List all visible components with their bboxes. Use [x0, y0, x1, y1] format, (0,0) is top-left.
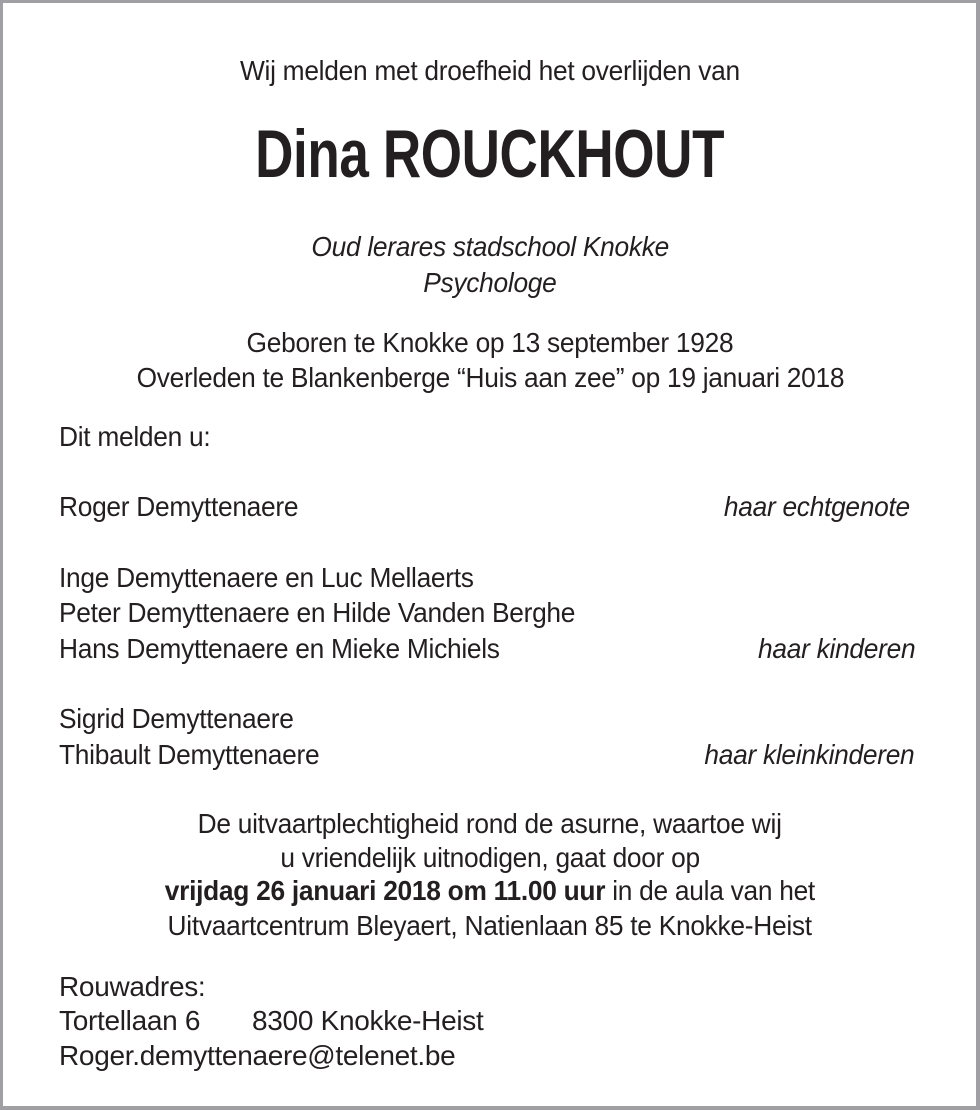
ceremony-line-4	[0, 909, 980, 943]
family-relation-children	[748, 632, 915, 666]
role-1	[0, 230, 980, 264]
ceremony-line-3	[0, 874, 980, 908]
born-line	[0, 326, 980, 360]
family-name	[59, 490, 314, 524]
family-relation-grandchildren	[691, 738, 914, 772]
address-street-text: Tortellaan 6	[59, 1005, 201, 1036]
deceased-name-text: Dina ROUCKHOUT	[255, 116, 725, 192]
family-name	[59, 702, 309, 736]
address-label	[59, 970, 205, 1004]
family-name	[59, 561, 500, 595]
ceremony-line-1-text: De uitvaartplechtigheid rond de asurne, waartoe wij	[197, 808, 783, 839]
ceremony-line-1	[0, 807, 980, 841]
announcers-label	[59, 420, 220, 454]
family-name-text: Thibault Demyttenaere	[59, 739, 320, 770]
family-relation-text: haar kleinkinderen	[703, 739, 914, 770]
address-city-text: 8300 Knokke-Heist	[252, 1005, 484, 1036]
family-relation-spouse	[712, 490, 910, 524]
address-label-text: Rouwadres:	[59, 971, 206, 1002]
address-city	[252, 1004, 483, 1038]
family-name	[59, 632, 528, 666]
address-email-text: Roger.demyttenaere@telenet.be	[59, 1040, 456, 1071]
ceremony-line-2	[0, 841, 980, 875]
announcers-label-text: Dit melden u:	[59, 421, 211, 452]
family-name-text: Peter Demyttenaere en Hilde Vanden Berghe	[59, 597, 576, 628]
deceased-name	[0, 118, 980, 190]
family-name	[59, 738, 336, 772]
ceremony-location-intro: in de aula van het	[605, 875, 816, 906]
family-relation-text: haar kinderen	[757, 633, 915, 664]
family-name-text: Inge Demyttenaere en Luc Mellaerts	[59, 562, 474, 593]
died-text: Overleden te Blankenberge “Huis aan zee” op 19 januari 2018	[136, 362, 844, 393]
died-line	[0, 361, 980, 395]
role-1-text: Oud lerares stadschool Knokke	[311, 231, 669, 262]
ceremony-line-4-text: Uitvaartcentrum Bleyaert, Natienlaan 85 te Knokke-Heist	[167, 910, 813, 941]
born-text: Geboren te Knokke op 13 september 1928	[246, 327, 734, 358]
ceremony-line-2-text: u vriendelijk uitnodigen, gaat door op	[280, 842, 700, 873]
ceremony-datetime: vrijdag 26 januari 2018 om 11.00 uur	[164, 875, 606, 906]
address-email	[59, 1039, 455, 1073]
role-2-text: Psychologe	[423, 267, 557, 298]
family-name-text: Roger Demyttenaere	[59, 491, 299, 522]
family-name	[59, 596, 608, 630]
intro-text	[0, 54, 980, 88]
family-name-text: Sigrid Demyttenaere	[59, 703, 294, 734]
intro-text-content: Wij melden met droefheid het overlijden van	[240, 55, 740, 86]
ceremony-line-3-wrap	[165, 874, 815, 908]
family-name-text: Hans Demyttenaere en Mieke Michiels	[59, 633, 500, 664]
address-street	[59, 1004, 200, 1038]
family-relation-text: haar echtgenote	[723, 491, 910, 522]
role-2	[0, 266, 980, 300]
